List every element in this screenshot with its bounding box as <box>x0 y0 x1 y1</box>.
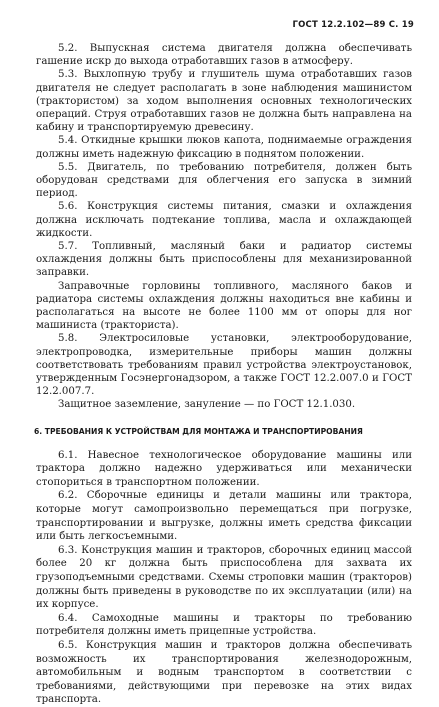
paragraph-6-1: 6.1. Навесное технологическое оборудование машины или трактора должно надежно удерживаться или механически стопориться в транспортном положении. <box>36 449 412 488</box>
paragraph-5-2: 5.2. Выпускная система двигателя должна обеспечивать гашение искр до выхода отработавших газов в атмосферу. <box>36 43 412 68</box>
paragraph-5-4: 5.4. Откидные крышки люков капота, поднимаемые ограждения должны иметь надежную фиксацию в поднятом положении. <box>36 135 412 160</box>
paragraph-5-8-grounding: Защитное заземление, зануление — по ГОСТ 12.1.030. <box>58 399 356 411</box>
paragraph-6-4: 6.4. Самоходные машины и тракторы по требованию потребителя должны иметь прицепные устройства. <box>36 612 412 638</box>
paragraph-5-5: 5.5. Двигатель, по требованию потребителя, должен быть оборудован средствами для облегчения его запуска в зимний период. <box>36 161 412 200</box>
paragraph-6-3: 6.3. Конструкция машин и тракторов, сборочных единиц массой более 20 кг должна быть приспособлена для захвата их грузоподъемными средствами. Схемы строповки машин (тракторов) должны быть приведены в руководстве по их эксплуатации (или) на их корпусе. <box>36 544 412 611</box>
page-header: ГОСТ 12.2.102—89 С. 19 <box>292 20 414 30</box>
paragraph-5-3: 5.3. Выхлопную трубу и глушитель шума отработавших газов двигателя не следует располагать в зоне наблюдения машинистом (трактористом) за ходом выполнения основных технологических операций. Струя отработавших газов не должна быть направлена на кабину и транспортируемую древесину. <box>36 69 412 134</box>
section-6-heading: 6. ТРЕБОВАНИЯ К УСТРОЙСТВАМ ДЛЯ МОНТАЖА И ТРАНСПОРТИРОВАНИЯ <box>34 426 363 436</box>
paragraph-5-7: 5.7. Топливный, масляный баки и радиатор системы охлаждения должны быть приспособлены для механизированной заправки. <box>36 241 412 279</box>
section-6-body <box>36 449 412 707</box>
paragraph-6-5: 6.5. Конструкция машин и тракторов должна обеспечивать возможность их транспортирования железнодорожным, автомобильным и водным транспортом в соответствии с требованиями, действующими при перевозке на этих видах транспорта. <box>36 640 412 706</box>
paragraph-5-7-filler-necks: Заправочные горловины топливного, масляного баков и радиатора системы охлаждения должны находиться вне кабины и располагаться на высоте не более 1100 мм от опоры для ног машиниста (тракториста). <box>36 280 412 332</box>
paragraph-5-6: 5.6. Конструкция системы питания, смазки и охлаждения должна исключать подтекание топлива, масла и охлаждающей жидкости. <box>36 201 412 239</box>
paragraph-6-2: 6.2. Сборочные единицы и детали машины или трактора, которые могут самопроизвольно перемещаться при погрузке, транспортировании и выгрузке, должны иметь средства фиксации или быть легкосъемными. <box>36 490 412 543</box>
document-body <box>36 42 412 707</box>
paragraph-5-8: 5.8. Электросиловые установки, электрооборудование, электропроводка, измерительные приборы машин должны соответствовать требованиям правил устройства электроустановок, утвержденным Госэнергонадзором, а также ГОСТ 12.2.007.0 и ГОСТ 12.2.007.7. <box>36 333 412 398</box>
